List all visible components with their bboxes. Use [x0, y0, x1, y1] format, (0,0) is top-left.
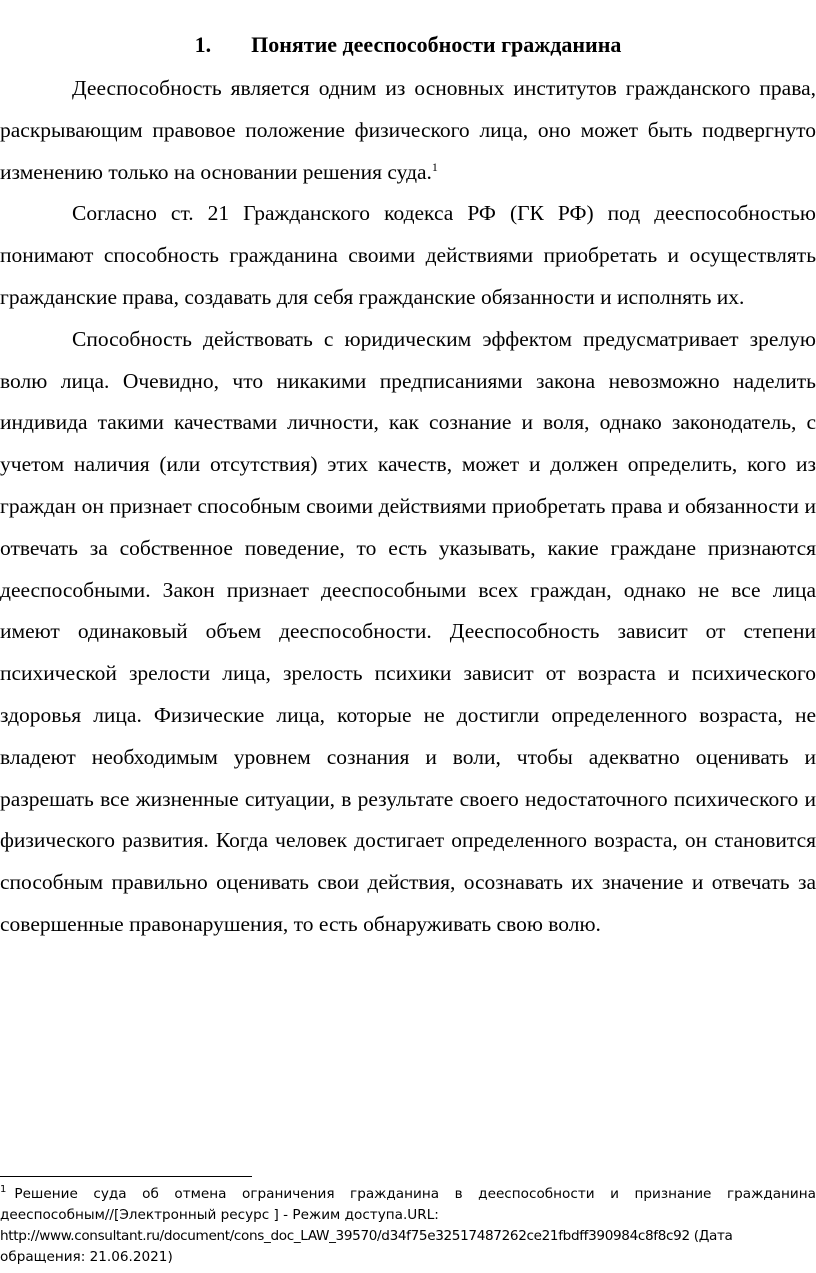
body-text [0, 68, 816, 946]
section-number: 1. [194, 32, 212, 57]
paragraph-1 [0, 68, 816, 193]
footnote-access-date: обращения: 21.06.2021) [0, 1249, 173, 1265]
footnote-url[interactable]: http://www.consultant.ru/document/cons_doc_LAW_39570/d34f75e32517487262ce21fbdff390984c8f8c92 (Дата [0, 1228, 733, 1244]
footnote-text: Решение суда об отмена ограничения гражданина в дееспособности и признание гражданина дееспособным//[Электронный ресурс ] - Режим доступа.URL: [0, 1186, 816, 1223]
section-title: Понятие дееспособности гражданина [251, 32, 622, 57]
paragraph-1-text: Дееспособность является одним из основных институтов гражданского права, раскрывающим правовое положение физического лица, оно может быть подвергнуто изменению только на основании решения суда. [0, 76, 816, 184]
paragraph-3: Способность действовать с юридическим эффектом предусматривает зрелую волю лица. Очевидно, что никакими предписаниями закона невозможно наделить индивида такими качествами личности, как сознание и воля, однако законодатель, с учетом наличия (или отсутствия) этих качеств, может и должен определить, кого из граждан он признает способным своими действиями приобретать права и обязанности и отвечать за собственное поведение, то есть указывать, какие граждане признаются дееспособными. Закон признает дееспособными всех граждан, однако не все лица имеют одинаковый объем дееспособности. Дееспособность зависит от степени психической зрелости лица, зрелость психики зависит от возраста и психического здоровья лица. Физические лица, которые не достигли определенного возраста, не владеют необходимым уровнем сознания и воли, чтобы адекватно оценивать и разрешать все жизненные ситуации, в результате своего недостаточного психического и физического развития. Когда человек достигает определенного возраста, он становится способным правильно оценивать свои действия, осознавать их значение и отвечать за совершенные правонарушения, то есть обнаруживать свою волю. [0, 326, 816, 936]
paragraph-2: Согласно ст. 21 Гражданского кодекса РФ (ГК РФ) под дееспособностью понимают способность гражданина своими действиями приобретать и осуществлять гражданские права, создавать для себя гражданские обязанности и исполнять их. [0, 201, 816, 309]
footnote [0, 1184, 816, 1268]
footnote-separator [0, 1176, 252, 1177]
footnote-mark: 1 [0, 1184, 7, 1196]
footnote-reference[interactable]: 1 [431, 159, 438, 174]
section-heading [0, 30, 816, 60]
footnote-line-1 [0, 1184, 816, 1226]
